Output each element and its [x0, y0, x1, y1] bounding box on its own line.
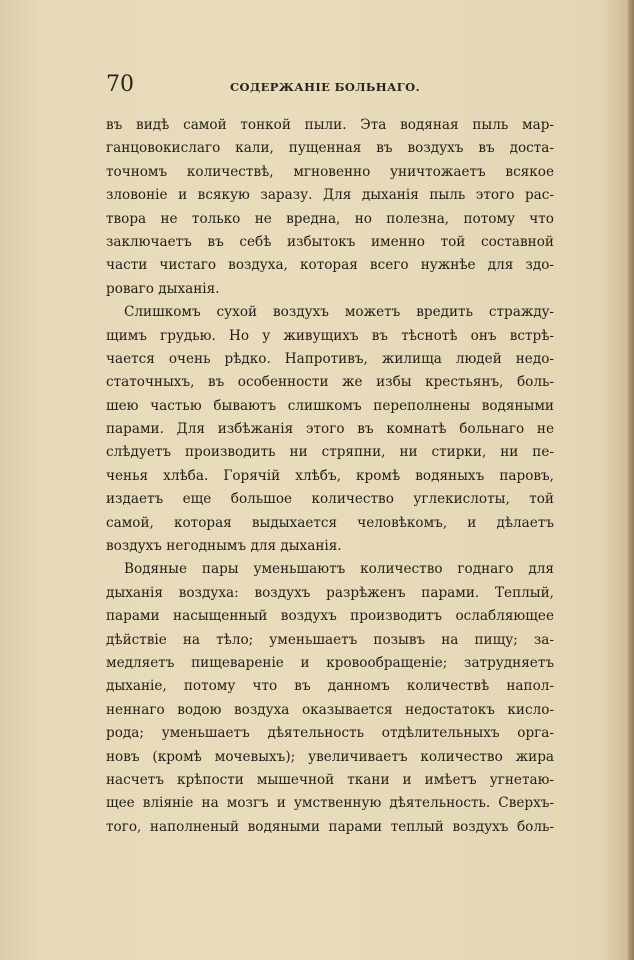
page-header [106, 72, 554, 102]
text-line: новъ (кромѣ мочевыхъ); увеличиваетъ количество жира [106, 748, 554, 765]
page-number: 70 [106, 72, 134, 97]
text-line: части чистаго воздуха, которая всего нужнѣе для здо- [106, 257, 554, 274]
text-line: воздухъ негоднымъ для дыханія. [106, 538, 342, 555]
text-line: ганцовокислаго кали, пущенная въ воздухъ въ доста- [106, 140, 554, 157]
text-line: чается очень рѣдко. Напротивъ, жилища людей недо- [106, 350, 554, 367]
text-line: медляетъ пищевареніе и кровообращеніе; затрудняетъ [106, 654, 554, 671]
text-line: точномъ количествѣ, мгновенно уничтожаетъ всякое [106, 163, 554, 180]
running-title: СОДЕРЖАНІЕ БОЛЬНАГО. [230, 80, 420, 94]
text-line: Слишкомъ сухой воздухъ можетъ вредить страждy- [124, 304, 554, 321]
text-line: зловоніе и всякую заразу. Для дыханія пыль этого рас- [106, 187, 554, 204]
text-line: рода; уменьшаетъ дѣятельность отдѣлительныхъ орга- [106, 725, 554, 742]
text-line: щее вліяніе на мозгъ и умственную дѣятельность. Сверхъ- [106, 795, 554, 812]
text-line: заключаетъ въ себѣ избытокъ именно той составной [106, 233, 554, 250]
text-line: Водяные пары уменьшаютъ количество годнаго для [124, 561, 554, 578]
page-edge [628, 0, 634, 960]
text-line: дѣйствіе на тѣло; уменьшаетъ позывъ на пищу; за- [106, 631, 554, 648]
text-line: парами. Для избѣжанія этого въ комнатѣ больнаго не [106, 421, 554, 438]
body-text [106, 114, 554, 839]
text-line: статочныхъ, въ особенности же избы крестьянъ, боль- [106, 374, 554, 391]
text-line: ченья хлѣба. Горячій хлѣбъ, кромѣ водяныхъ паровъ, [106, 467, 554, 484]
text-line: въ видѣ самой тонкой пыли. Эта водяная пыль мар- [106, 117, 554, 133]
text-line: самой, которая выдыхается человѣкомъ, и дѣлаетъ [106, 514, 554, 531]
text-line: насчетъ крѣпости мышечной ткани и имѣетъ угнетаю- [106, 771, 554, 788]
text-line: роваго дыханія. [106, 280, 220, 297]
text-line: слѣдуетъ производить ни стряпни, ни стирки, ни пе- [106, 444, 554, 461]
text-line: дыханіе, потому что въ данномъ количествѣ напол- [106, 678, 554, 695]
text-line: парами насыщенный воздухъ производитъ ослабляющее [106, 608, 554, 625]
text-line: щимъ грудью. Но у живущихъ въ тѣснотѣ онъ встрѣ- [106, 327, 554, 344]
text-line: того, наполненый водяными парами теплый воздухъ боль- [106, 818, 554, 835]
text-line: шею частью бываютъ слишкомъ переполнены водяными [106, 397, 554, 414]
text-line: неннаго водою воздуха оказывается недостатокъ кисло- [106, 701, 554, 718]
text-line: дыханія воздуха: воздухъ разрѣженъ парами. Теплый, [106, 584, 554, 601]
text-line: твора не только не вредна, но полезна, потому что [106, 210, 554, 227]
text-line: издаетъ еще большое количество углекислоты, той [106, 491, 554, 508]
